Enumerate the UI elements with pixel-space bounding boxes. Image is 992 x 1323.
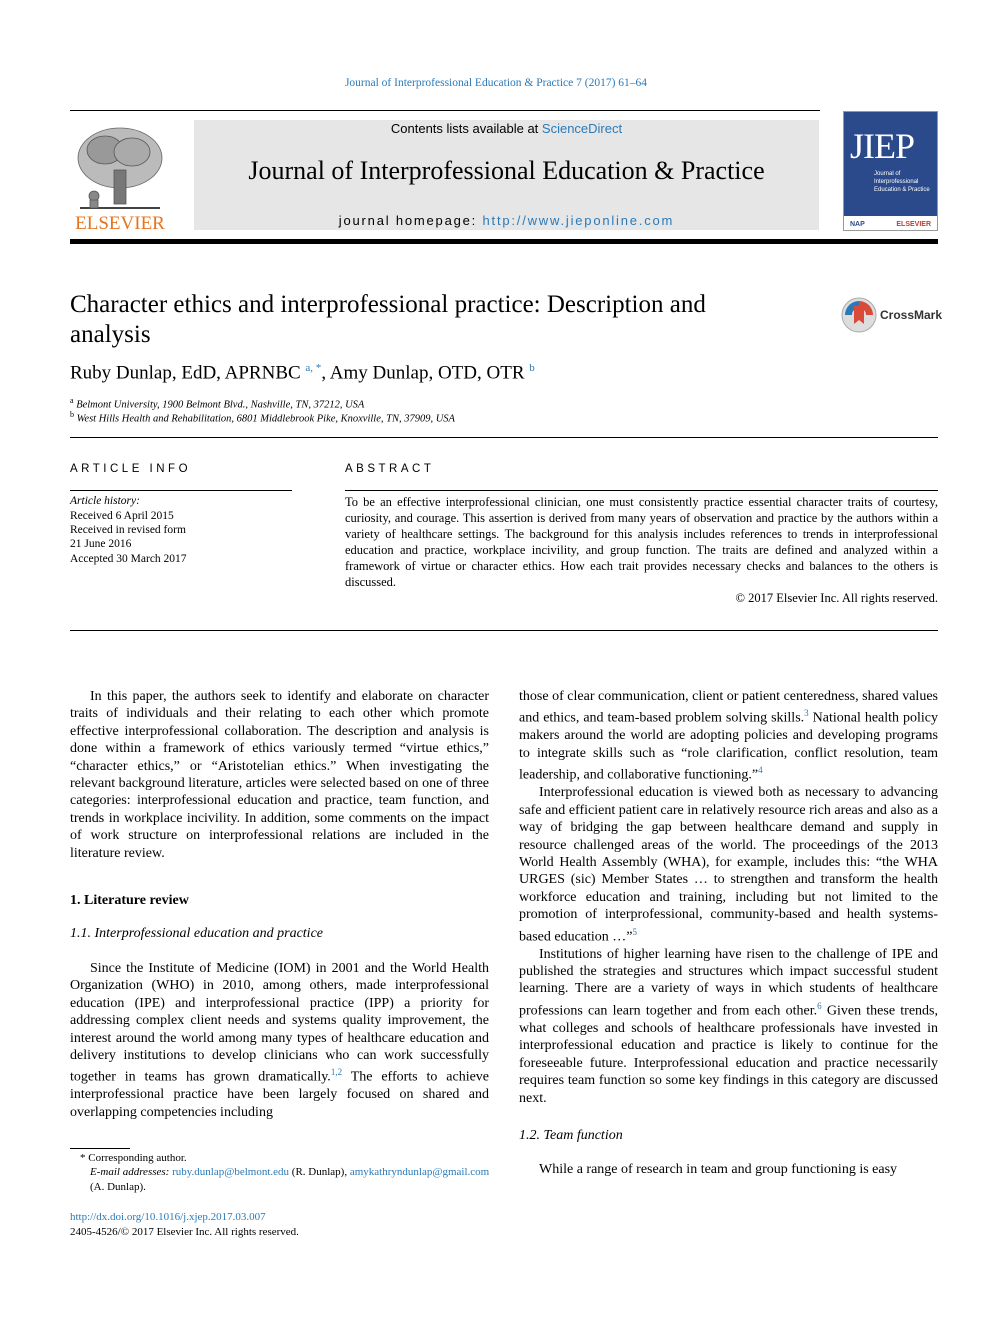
svg-text:ELSEVIER: ELSEVIER: [75, 213, 165, 232]
article-title: Character ethics and interprofessional practice: Description and analysis: [70, 291, 706, 348]
affiliation-b-mark: b: [70, 410, 74, 419]
section-1-heading: 1. Literature review: [70, 893, 189, 909]
email-footnote: [90, 1165, 490, 1195]
paragraph-3-text: Institutions of higher learning have risen to the challenge of IPE and published the strategies and structures which impact successful student learning. There are a variety of ways in which students of healthcare professions can learn together and from each other.: [519, 946, 938, 1019]
email-owner-1: (R. Dunlap),: [289, 1166, 350, 1178]
history-accepted: Accepted 30 March 2017: [70, 553, 187, 565]
body-right-column: [519, 688, 938, 1179]
author-line: [70, 362, 535, 384]
doi-link[interactable]: http://dx.doi.org/10.1016/j.xjep.2017.03.007: [70, 1211, 266, 1223]
cover-nap-logo: NAP: [850, 221, 865, 228]
crossmark-icon: [840, 296, 878, 334]
issn-line: 2405-4526/© 2017 Elsevier Inc. All rights reserved.: [70, 1226, 299, 1238]
email-owner-2: (A. Dunlap).: [90, 1181, 146, 1193]
abstract-bottom-rule: [70, 630, 938, 631]
journal-cover-thumbnail[interactable]: [843, 111, 938, 231]
cover-publisher-logo: ELSEVIER: [896, 221, 931, 228]
section-1-1-heading: 1.1. Interprofessional education and practice: [70, 926, 323, 942]
paragraph-1-cont-tail: National health policy makers around the world are adopting policies and developing programs to integrate skills such as “role clarification, conflict resolution, team leadership, and collaborative functioning.”: [519, 711, 938, 783]
article-info-heading: ARTICLE INFO: [70, 463, 192, 475]
cover-title: JIEP: [850, 126, 915, 166]
intro-paragraph: In this paper, the authors seek to identify and elaborate on character traits of individuals and their relating to each other which promote effective interprofessional collaboration. The description and analysis is done within a framework of ethics variously termed “virtue ethics,” “character ethics,” or “Aristotelian ethics.” When investigating the relevant background literature, articles were selected based on one of three categories: interprofessional education and practice, team function, and trends in workplace incivility. In addition, some comments on the impact of work structure on interprofessional relations are included in the literature review.: [70, 689, 489, 861]
paragraph-3-tail: Given these trends, what colleges and schools of healthcare professionals have invested in interprofessional education and practice is likely to continue for the foreseeable future. Interprofessional education and practice necessarily requires team function so some key findings in this category are discussed next.: [519, 1003, 938, 1106]
footnote-rule: [70, 1148, 130, 1149]
affiliation-a: [70, 396, 364, 411]
abstract-heading: ABSTRACT: [345, 463, 435, 475]
citation-6[interactable]: 6: [817, 1000, 822, 1011]
paragraph-1-continued: [519, 688, 938, 784]
sciencedirect-link[interactable]: ScienceDirect: [541, 121, 623, 136]
abstract-copyright: © 2017 Elsevier Inc. All rights reserved.: [735, 591, 938, 605]
article-history-label: Article history:: [70, 495, 140, 507]
header-rule: [70, 110, 820, 111]
section-1-2-heading: 1.2. Team function: [519, 1127, 623, 1143]
paragraph-3: [519, 946, 938, 1107]
citation-5[interactable]: 5: [632, 926, 638, 937]
author-2-affil-link[interactable]: b: [529, 362, 535, 374]
paragraph-1-cont-text: those of clear communication, client or patient centeredness, shared values and ethics, and team-based problem solving skills.: [519, 689, 938, 727]
paragraph-1: [70, 960, 489, 1121]
author-1-affil-link[interactable]: a, *: [305, 362, 322, 374]
history-received: Received 6 April 2015: [70, 510, 174, 522]
paragraph-2: [519, 784, 938, 945]
contents-prefix: Contents lists available at: [390, 121, 542, 136]
citation-1-2[interactable]: 1,2: [330, 1067, 343, 1078]
paragraph-1-text: Since the Institute of Medicine (IOM) in 2001 and the World Health Organization (WHO) in 2010, among others, made interprofessional education (IPE) and interprofessional practice (IPP) a priority for addressing complex client needs and systems quality improvement, the interest around the world among many types of healthcare education and delivery institutions to develop clinicians who can work successfully together in teams has grown dramatically.: [70, 960, 489, 1085]
paragraph-4: While a range of research in team and group functioning is easy: [539, 1162, 898, 1178]
affiliation-b: [70, 410, 455, 425]
affiliation-b-text: West Hills Health and Rehabilitation, 6801 Middlebrook Pike, Knoxville, TN, 37909, USA: [76, 413, 455, 425]
abstract-text: To be an effective interprofessional clinician, one must consistently practice essential character traits of courtesy, curiosity, and courage. This assertion is derived from many years of observation and practice by the authors within a variety of healthcare settings. The background for this analysis includes references to trends in interprofessional education and practice, workplace incivility, and group function. The traits are defined and analyzed within a framework of virtue or character ethics. How each trait provides necessary checks and balances to the others is discussed.: [345, 495, 938, 589]
affiliation-a-text: Belmont University, 1900 Belmont Blvd., Nashville, TN, 37212, USA: [76, 399, 365, 411]
corresponding-author-note: * Corresponding author.: [80, 1152, 187, 1164]
email-link-1[interactable]: ruby.dunlap@belmont.edu: [172, 1166, 290, 1178]
citation-3[interactable]: 3: [804, 708, 809, 719]
header-thick-rule: [70, 239, 938, 244]
journal-name: Journal of Interprofessional Education & Practice: [248, 156, 765, 185]
paragraph-1-tail: The efforts to achieve interprofessional practice have been largely focused on shared and overlapping competencies including: [70, 1069, 490, 1120]
body-left-column: [70, 688, 489, 1121]
crossmark-label: CrossMark: [880, 308, 943, 322]
history-revised-date: 21 June 2016: [70, 538, 132, 550]
homepage-prefix: journal homepage:: [338, 213, 483, 228]
elsevier-tree-icon: [70, 120, 170, 232]
email-label: E-mail addresses:: [90, 1166, 173, 1178]
paragraph-2-text: Interprofessional education is viewed both as necessary to advancing safe and efficient patient care in relatively resource rich areas and also as a way of bridging the gap between healthcare demand and supply in resource challenged areas of the world. The proceedings of the 2013 World Health Assembly (WHA), for example, includes this: “the WHA URGES (sic) Member States … to strengthen and transform the health workforce education and training, including but not limited to the promotion of interprofessional, community-based and health systems-based education …”: [519, 785, 938, 945]
affiliation-rule: [70, 437, 938, 438]
article-info-rule: [70, 490, 292, 491]
affiliation-a-mark: a: [70, 396, 74, 405]
journal-reference[interactable]: Journal of Interprofessional Education & Practice 7 (2017) 61–64: [344, 77, 648, 89]
citation-4[interactable]: 4: [758, 765, 763, 776]
crossmark-badge[interactable]: [840, 296, 943, 334]
author-separator: ,: [321, 362, 330, 384]
contents-line: [194, 121, 819, 136]
cover-subtitle: Journal of Interprofessional Education & Practice: [874, 171, 930, 193]
history-revised: Received in revised form: [70, 524, 186, 536]
email-link-2[interactable]: amykathryndunlap@gmail.com: [349, 1166, 490, 1178]
author-1: Ruby Dunlap, EdD, APRNBC: [70, 362, 301, 384]
author-2: Amy Dunlap, OTD, OTR: [329, 362, 525, 384]
cover-footer: [844, 216, 937, 230]
homepage-line: [194, 213, 819, 228]
abstract-rule: [345, 490, 938, 491]
elsevier-logo[interactable]: [70, 120, 170, 232]
homepage-link[interactable]: http://www.jieponline.com: [482, 213, 675, 228]
